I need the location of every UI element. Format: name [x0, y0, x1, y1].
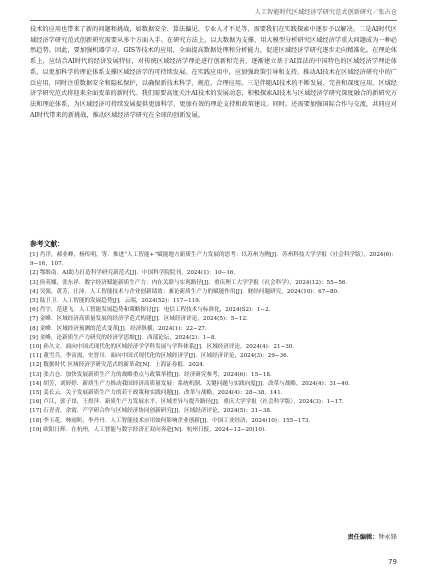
reference-item: [14] 胡芳，刘婷婷．新质生产力推动我国经济高质量发展：系统机制、关键问题与实践向度[J]．改革与战略，2024(4)：31−40．	[30, 380, 354, 387]
reference-item: [7] 金峰．区域经济高质量发展的经济学范式构建[J]．区域经济评论，2024(5)：5−12．	[30, 316, 252, 323]
reference-item: [6] 肖宇，范建飞．人工智能发展趋势和策略探讨[J]．电信工程技术与标准化，2024(S2)：1−2．	[30, 307, 275, 314]
responsible-editor	[348, 532, 398, 541]
reference-item: [11] 董雪兵，李寅霞，史晋川．面向中国式现代化的区域经济学[J]．区域经济评论，2024(3)：29−36．	[30, 353, 293, 360]
reference-item: [18] 李玉花，林雨昕，李丹丹．人工智能技术应用如何影响企业创新[J]．中国工业经济，2024(10)：155−173．	[30, 417, 315, 424]
reference-item: [15] 姜长云．关于发展新质生产力的若干政策和实践问题[J]．改革与战略，2024(4)：28−38，141．	[30, 390, 287, 397]
reference-item: [2] 鄂维南．AI助力打造科学研究新范式[J]．中国科学院院刊，2024(1)：10−16．	[30, 270, 240, 277]
reference-item: [5] 陆卫卫．人工智能的发展趋势[J]．云端，2024(52)：117−119．	[30, 298, 205, 305]
reference-item: [3] 侯英娜，张东祥．数字经济赋能新质生产力：内在关联与实现路径[J]．重庆理工大学学报（社会科学），2024(12)：55−56．	[30, 279, 352, 286]
references-title: 参考文献：	[30, 240, 64, 248]
reference-item: [16] 卢江，郭子昂，王煜萍．新质生产力发展水平、区域差异与提升路径[J]．重庆大学学报（社会科学版），2024(3)：1−17．	[30, 399, 348, 406]
running-header	[30, 6, 397, 21]
editor-label: 责任编辑：	[347, 534, 379, 541]
reference-item: [9] 金峰，论新质生产力研究的经济学思维[J]．西部论坛，2024(2)：1−8．	[30, 334, 221, 341]
reference-item: [12] 数据时代 区域经济学研究范式的新革命[N]．上海证券报．2024．	[30, 362, 209, 369]
editor-name: 钟永锋	[378, 534, 397, 541]
reference-item: [8] 金峰．区域经济预测的范式变革[J]．经济纵横，2024(1)：22−27．	[30, 325, 211, 332]
reference-item: [4] 吴强，黄芳，汪沛．人工智能技术与企业创新绩效：兼论新质生产力的赋能作用[J]．财经问题研究，2024(10)：67−80．	[30, 288, 343, 295]
references-list	[30, 251, 397, 435]
reference-item: [10] 孙久文．面向中国式现代化的区域经济学学科发展与学科体系[J]．区域经济评论，2024(4)：21−30．	[30, 344, 298, 351]
reference-item: [1] 肖洋，郝业峰，杨传明，等．推进“人工智能+”赋能地方新质生产力发展的思考：以苏州为例[J]．苏州科技大学学报（社会科学版），2024(6)：9−16，107．	[30, 252, 397, 268]
page-number: 79	[388, 558, 397, 566]
reference-item: [19] 欧阳日辉．在杭州，人工智能与数字经济正双向奔赴[N]．杭州日报，2024−12−20(10)．	[30, 426, 270, 433]
reference-item: [17] 石青青，余霞．产学研合作与区域经济协同创新研究[J]．区域经济评论，2024(5)：31−38．	[30, 408, 276, 415]
body-paragraph: 技术的应用也带来了新的问题和挑战，如数据安全、算法偏见、专业人才不足等，需要我们在实践探索中逐步予以解决。二是AI时代区域经济学研究范式创新研究需要从多个方面入手。在研究方法上，以大数据为支撑，用大模型分析研究区域经济学重大问题成为一种必然趋势。因此，要加强机器学习、GIS等技术的应用，全面提高数据处理和分析能力，促进区域经济学研究逐步走向精准化。在理论体系上，应结合AI时代的经济发展特征，对传统区域经济学理论进行创新和完善，逐渐建立基于AI算法的中国特色的区域经济学理论体系，以更加科学的理论体系支撑区域经济学的可持续发展。在实践应用中，应加强政策引导和支持，推动AI技术在区域经济研究中的广泛应用，同时注重数据安全和隐私保护，以确保新技术科学、规范、合理应用。三是伴随AI技术的不断发展、完善和深度应用，区域经济学研究范式将迎来全面变革的新时代。我们需要高度关注AI技术的发展动态，积极探索AI技术与区域经济学研究深度融合的新研究方法和理论体系，为区域经济可持续发展提供更加科学、更加有效的理论支持和政策建议。同时，还需要加强国际合作与交流，共同应对AI时代带来的新挑战，推动区域经济学研究在全球的创新发展。	[30, 26, 397, 119]
running-header-text: 人工智能时代区域经济学研究范式创新研究／张占仓	[254, 9, 397, 16]
reference-item: [13] 张占仓．加快发展新质生产力的战略重点与政策举措[J]．经济研究参考，2024(6)：15−18．	[30, 371, 276, 378]
